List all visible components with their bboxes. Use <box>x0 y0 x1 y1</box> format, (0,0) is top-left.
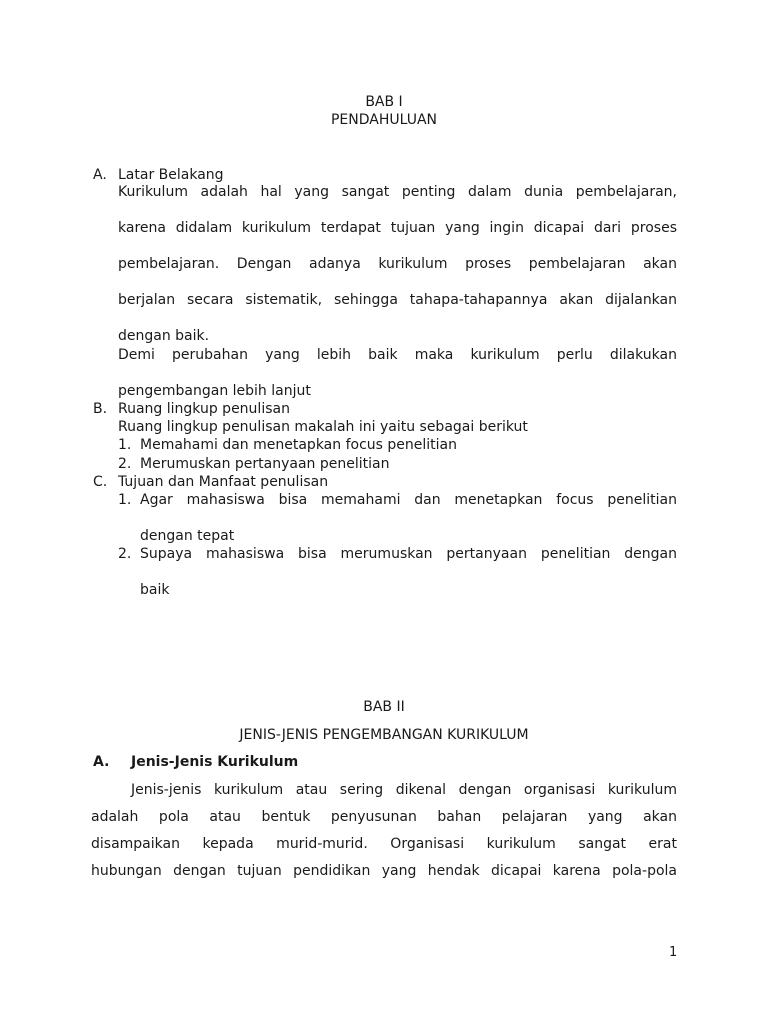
section-a-para1-line: pembelajaran. Dengan adanya kurikulum proses pembelajaran akan <box>118 256 677 272</box>
section-a-para1-line: dengan baik. <box>118 328 210 344</box>
section-b-heading: Ruang lingkup penulisan <box>118 401 290 417</box>
body-paragraph-line: adalah pola atau bentuk penyusunan bahan pelajaran yang akan <box>91 809 677 825</box>
section-c-heading: Tujuan dan Manfaat penulisan <box>118 474 329 490</box>
section-c-marker: C. <box>93 474 108 490</box>
list-item: Agar mahasiswa bisa memahami dan menetapkan focus penelitian <box>140 492 677 508</box>
body-paragraph-line: hubungan dengan tujuan pendidikan yang hendak dicapai karena pola-pola <box>91 863 677 879</box>
page-number: 1 <box>669 945 678 960</box>
chapter-1-label: BAB I <box>365 94 403 110</box>
list-item: Merumuskan pertanyaan penelitian <box>140 456 390 472</box>
section-a-marker: A. <box>93 167 107 183</box>
section-b-intro: Ruang lingkup penulisan makalah ini yaitu sebagai berikut <box>118 419 528 435</box>
chapter-2-title: JENIS-JENIS PENGEMBANGAN KURIKULUM <box>239 727 529 743</box>
list-item: Memahami dan menetapkan focus penelitian <box>140 437 457 453</box>
list-number: 1. <box>118 437 132 453</box>
section-a-para1-line: karena didalam kurikulum terdapat tujuan yang ingin dicapai dari proses <box>118 220 677 236</box>
section-b-marker: B. <box>93 401 108 417</box>
list-item-continuation: dengan tepat <box>140 528 235 544</box>
list-item: Supaya mahasiswa bisa merumuskan pertanyaan penelitian dengan <box>140 546 677 562</box>
chapter-1-title: PENDAHULUAN <box>330 112 438 128</box>
section-a-heading: Latar Belakang <box>118 167 224 183</box>
list-item-continuation: baik <box>140 582 170 598</box>
body-paragraph-line: disampaikan kepada murid-murid. Organisasi kurikulum sangat erat <box>91 836 677 852</box>
section-marker: A. <box>93 754 110 770</box>
chapter-2-label: BAB II <box>363 699 405 715</box>
body-paragraph-line: Jenis-jenis kurikulum atau sering dikenal dengan organisasi kurikulum <box>131 782 677 798</box>
section-a-para2-line: Demi perubahan yang lebih baik maka kurikulum perlu dilakukan <box>118 347 677 363</box>
list-number: 2. <box>118 546 132 562</box>
section-a-para1-line: Kurikulum adalah hal yang sangat penting dalam dunia pembelajaran, <box>118 184 677 200</box>
section-a-para1-line: berjalan secara sistematik, sehingga tahapa-tahapannya akan dijalankan <box>118 292 677 308</box>
list-number: 2. <box>118 456 132 472</box>
list-number: 1. <box>118 492 132 508</box>
section-a-para2-line: pengembangan lebih lanjut <box>118 383 311 399</box>
section-heading: Jenis-Jenis Kurikulum <box>131 754 299 770</box>
